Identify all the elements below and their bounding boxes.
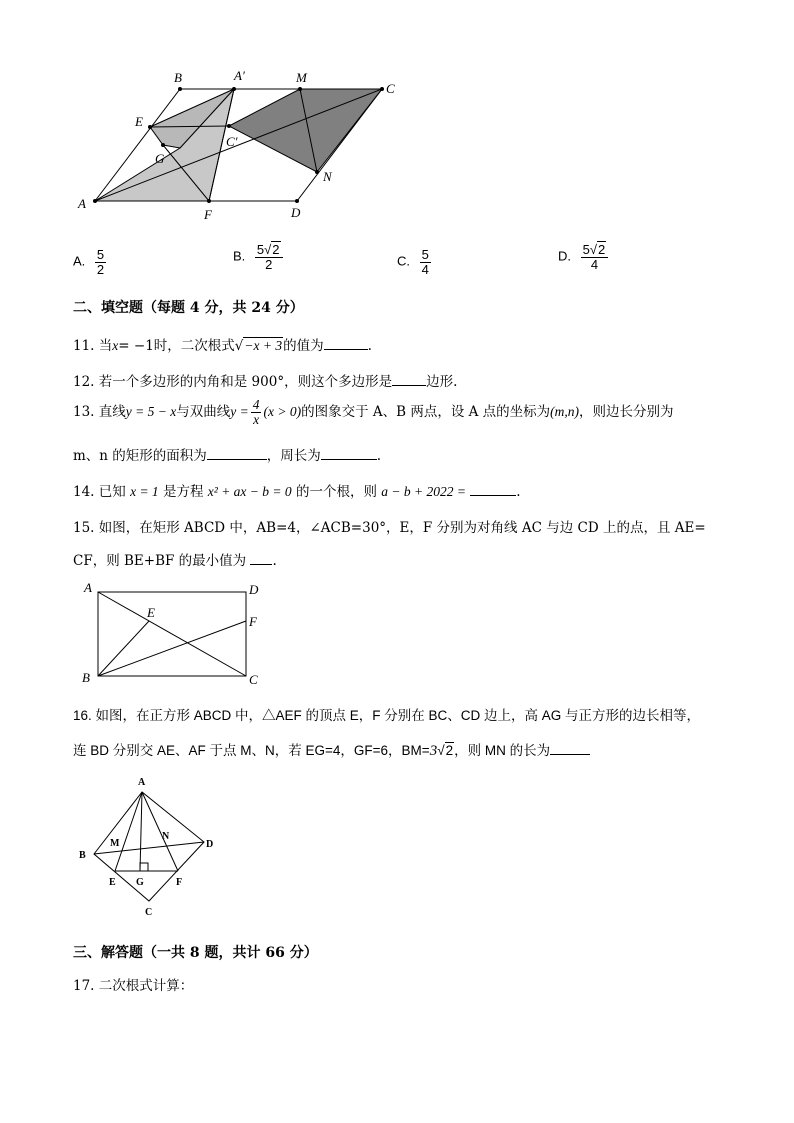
right-angle-mark (140, 863, 148, 871)
label-m: M (110, 838, 120, 849)
label-a: A (84, 580, 92, 595)
q13-fraction: $\frac{4}{x}$ (252, 397, 260, 428)
question-16-line2: 连 BD 分别交 AE、AF 于点 M、N，若 EG=4，GF=6，BM=3√2，则 MN 的长为 (73, 739, 590, 760)
answer-blank-14[interactable] (470, 481, 516, 496)
label-m: M (296, 70, 307, 85)
label-b: B (174, 70, 182, 85)
figure-rectangle (78, 578, 268, 688)
option-d-fraction: $\frac{5√2}{4}$ (581, 243, 609, 271)
label-e: E (135, 114, 143, 129)
label-n: N (323, 169, 332, 184)
label-a: A (78, 196, 86, 211)
label-d: D (206, 839, 214, 850)
label-b: B (82, 670, 90, 685)
label-c-prime: C′ (226, 134, 238, 149)
segment-ae (115, 792, 142, 871)
segment-af (142, 792, 178, 871)
section2-title: 二、填空题（每题 4 分，共 24 分） (73, 300, 304, 316)
question-13-line2: m、n 的矩形的面积为 ，周长为 . (73, 444, 381, 464)
option-b-fraction: $\frac{5√2}{2}$ (255, 243, 283, 271)
label-d: D (249, 582, 259, 597)
answer-blank-11[interactable] (324, 335, 368, 350)
label-c: C (386, 81, 395, 96)
question-14: 14. 已知 x = 1 是方程 x² + ax − b = 0 的一个根，则 a − b + 2022 = . (73, 480, 521, 500)
label-c: C (249, 672, 258, 687)
label-g: G (136, 877, 144, 888)
question-11: 11. 当x= −1时，二次根式√−x + 3的值为 . (73, 334, 372, 354)
section3-title: 三、解答题（一共 8 题，共计 66 分） (73, 945, 318, 961)
question-13: 13. 直线y = 5 − x与双曲线y = $\frac{4}{x}$ (x > 0)的图象交于 A、B 两点，设 A 点的坐标为(m,n)，则边长分别为 (73, 397, 674, 428)
question-12: 12. 若一个多边形的内角和是 900°，则这个多边形是 边形. (73, 370, 457, 390)
label-b: B (79, 850, 86, 861)
label-f: F (176, 877, 183, 888)
label-n: N (162, 831, 170, 842)
dark-shaded-region (229, 89, 382, 172)
segment-be (98, 621, 149, 676)
figure-square (74, 772, 224, 922)
question-17: 17. 二次根式计算： (73, 978, 194, 994)
option-a[interactable]: A. $\frac{5}{2}$ (73, 247, 105, 277)
segment-bf (98, 621, 246, 676)
label-g: G (155, 151, 165, 166)
question-16: 16. 如图，在正方形 ABCD 中，△AEF 的顶点 E，F 分别在 BC、CD 边上，高 AG 与正方形的边长相等， (73, 708, 701, 723)
question-15-line2: CF，则 BE+BF 的最小值为 . (73, 549, 277, 569)
label-d: D (291, 205, 301, 220)
option-c-fraction: $\frac{5}{4}$ (421, 247, 429, 277)
answer-blank-15[interactable] (250, 550, 272, 565)
answer-blank-13a[interactable] (207, 445, 267, 460)
answer-blank-16[interactable] (550, 740, 590, 755)
option-b[interactable]: B. $\frac{5√2}{2}$ (233, 243, 285, 271)
answer-blank-13b[interactable] (321, 445, 377, 460)
option-c[interactable]: C. $\frac{5}{4}$ (397, 247, 429, 277)
option-d[interactable]: D. $\frac{5√2}{4}$ (558, 243, 610, 271)
label-c: C (145, 907, 153, 918)
figure-parallelogram (70, 60, 410, 230)
label-f: F (249, 614, 257, 629)
diagonal-ac (98, 592, 246, 676)
altitude-ag (140, 792, 142, 871)
label-e: E (109, 877, 116, 888)
label-e: E (147, 605, 155, 620)
label-a: A (138, 777, 146, 788)
label-f: F (204, 207, 212, 222)
option-a-fraction: $\frac{5}{2}$ (96, 247, 105, 277)
question-15: 15. 如图，在矩形 ABCD 中，AB=4，∠ACB=30°，E，F 分别为对角线 AC 与边 CD 上的点，且 AE= (73, 520, 706, 536)
answer-blank-12[interactable] (392, 371, 426, 386)
label-a-prime: A′ (234, 68, 245, 83)
